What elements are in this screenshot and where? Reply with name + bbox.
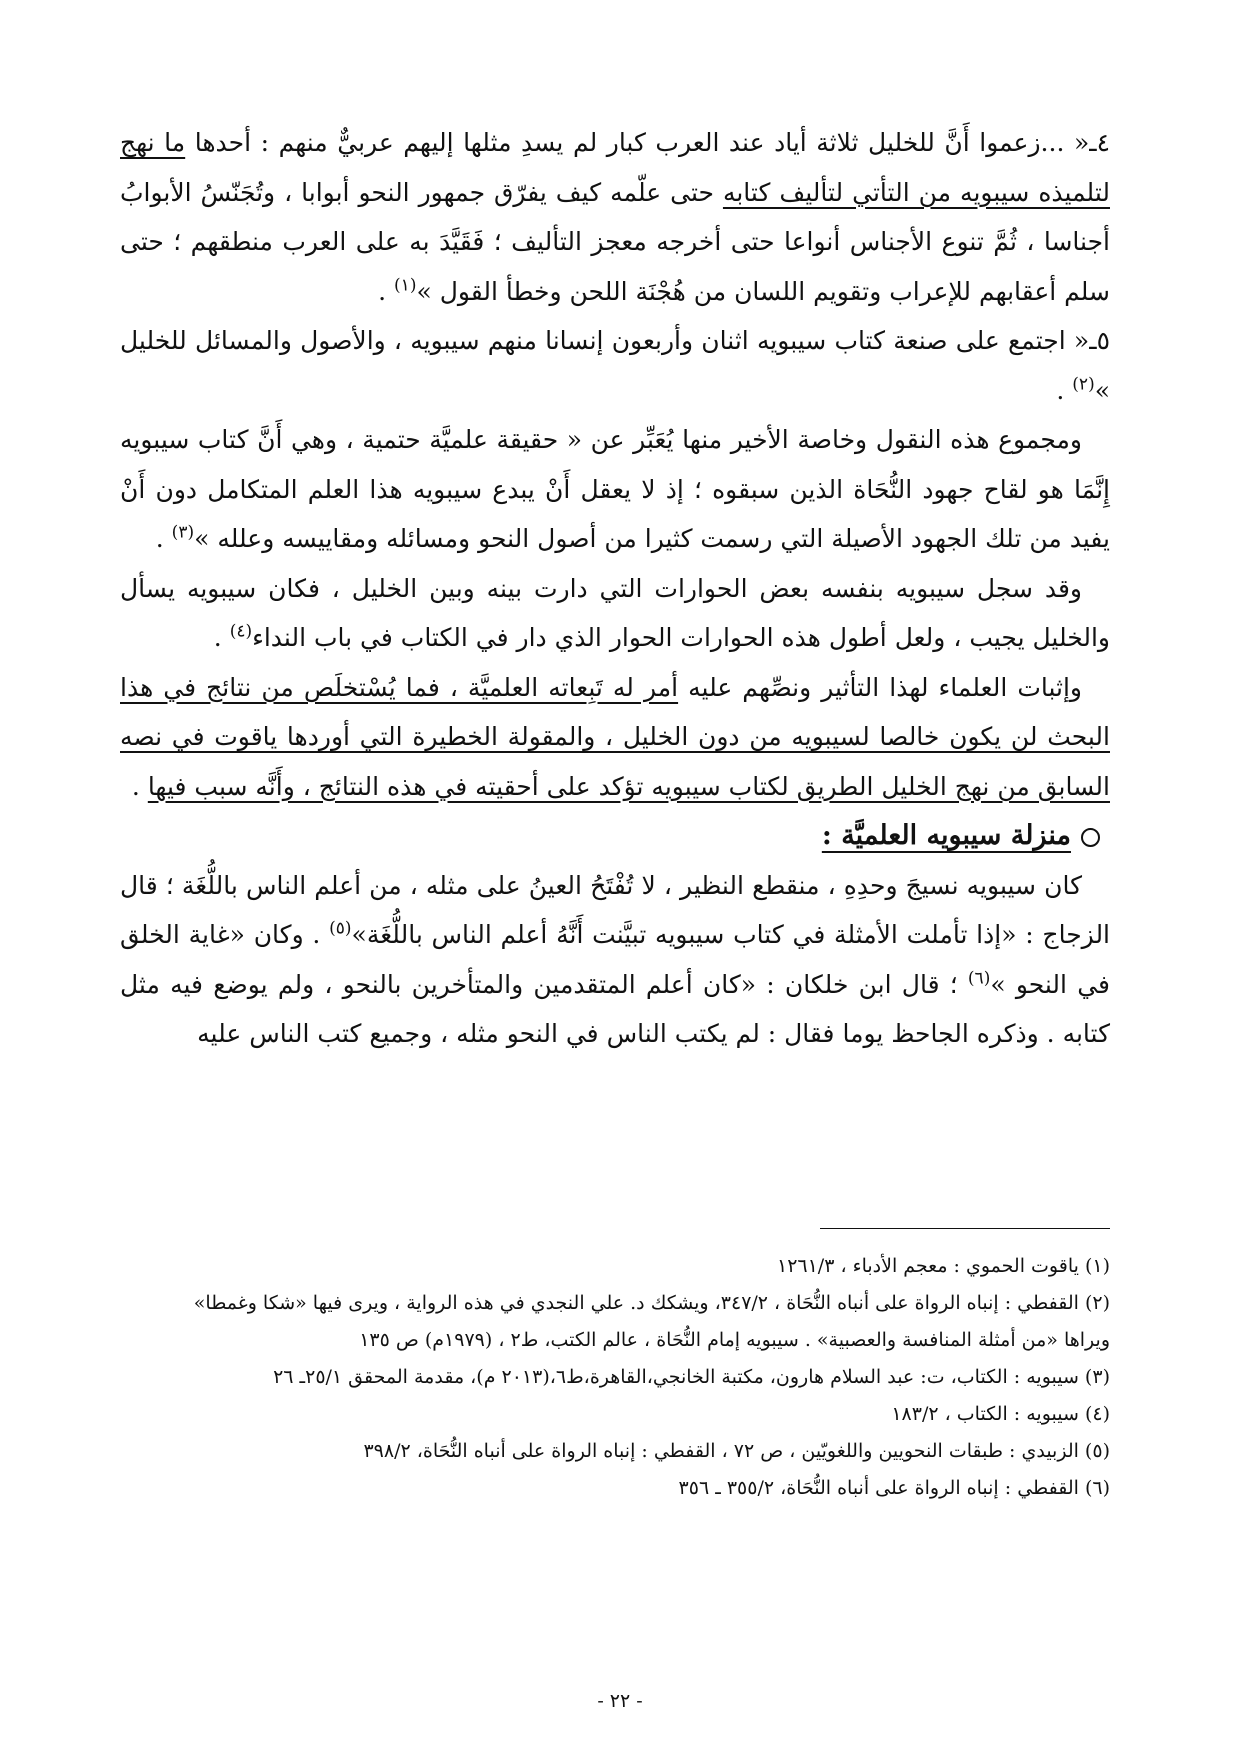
footnote-ref-2: (٢) <box>1072 374 1095 395</box>
footnote-ref-1: (١) <box>394 275 417 296</box>
quote-5-text: ٥ـ« اجتمع على صنعة كتاب سيبويه اثنان وأربعون إنسانا منهم سيبويه ، والأصول والمسائل للخليل » <box>120 326 1110 405</box>
footnote-4: (٤) سيبويه : الكتاب ، ١٨٣/٢ <box>891 1403 1110 1425</box>
footnote-ref-3: (٣) <box>171 522 195 543</box>
footnotes <box>120 1248 1110 1507</box>
footnote-5: (٥) الزبيدي : طبقات النحويين واللغويّين ، ص ٧٢ ، القفطي : إنباه الرواة على أنباه النُّحَاة، ٣٩٨/٢ <box>363 1440 1110 1462</box>
dialogues-end: . <box>213 623 230 652</box>
main-text <box>120 118 1110 1059</box>
section-heading-text: منزلة سيبويه العلميَّة : <box>821 820 1071 851</box>
status-text-c: ؛ قال ابن خلكان : «كان أعلم المتقدمين والمتأخرين بالنحو ، ولم يوضع فيه مثل كتابه . وذكره الجاحظ يوما فقال : لم يكتب الناس في النحو مثله ، وجميع كتب الناس عليه <box>120 969 1110 1048</box>
status-text-b: . وكان «غاية الخلق في النحو » <box>120 920 1111 999</box>
paragraph-influence <box>120 663 1110 812</box>
dialogues-text: وقد سجل سيبويه بنفسه بعض الحوارات التي دارت بينه وبين الخليل ، فكان سيبويه يسأل والخليل يجيب ، ولعل أطول هذه الحوارات الحوار الذي دار في الكتاب في باب النداء <box>120 573 1110 652</box>
quote-4-lead: ٤ـ« ...زعموا أَنَّ للخليل ثلاثة أياد عند العرب كبار لم يسدِ مثلها إليهم عربيٌّ منهم : أحدها <box>185 128 1110 157</box>
influence-text-a: وإثبات العلماء لهذا التأثير ونصِّهم عليه <box>678 672 1082 702</box>
influence-end: . <box>131 771 148 801</box>
footnote-ref-6: (٦) <box>967 968 991 989</box>
summary-end: . <box>155 524 172 553</box>
paragraph-summary <box>120 415 1110 564</box>
quote-5-end: . <box>1056 375 1073 405</box>
status-text-a: كان سيبويه نسيجَ وحدِهِ ، منقطع النظير ، لا تُفْتَحُ العينُ على مثله ، من أعلم الناس باللُّغَة ؛ قال الزجاج : «إذا تأملت الأمثلة في كتاب سيبويه تبيَّنت أَنَّهُ أعلم الناس باللُّغَة» <box>120 870 1111 949</box>
quote-4-underlined: ما نهج لتلميذه سيبويه من التأتي لتأليف كتابه <box>120 128 1110 207</box>
footnote-2: (٢) القفطي : إنباه الرواة على أنباه النُّحَاة ، ٣٤٧/٢، ويشكك د. علي النجدي في هذه الرواية ، ويرى فيها «شكا وغمطا» <box>193 1292 1110 1314</box>
influence-text-underlined: أمر له تَبِعاته العلميَّة ، فما يُسْتخلَص من نتائج في هذا البحث لن يكون خالصا لسيبويه من دون الخليل ، والمقولة الخطيرة التي أوردها ياقوت في نصه السابق من نهج الخليل الطريق لكتاب سيبويه تؤكد على أحقيته في هذه النتائج ، وأَنَّه سبب فيها <box>120 672 1110 801</box>
quote-item-5 <box>120 316 1110 415</box>
quote-item-4 <box>120 118 1110 316</box>
section-heading <box>120 811 1100 861</box>
quote-4-rest: حتى علّمه كيف يفرّق جمهور النحو أبوابا ، وتُجَنّسُ الأبوابُ أجناسا ، ثُمَّ تنوع الأجناس أنواعا حتى أخرجه معجز التأليف ؛ فَقَيَّدَ به على العرب منطقهم ؛ حتى سلم أعقابهم للإعراب وتقويم اللسان من هُجْنَة اللحن وخطأ القول » <box>120 177 1110 306</box>
paragraph-status <box>120 861 1110 1059</box>
footnote-divider <box>820 1228 1110 1229</box>
footnote-3: (٣) سيبويه : الكتاب، ت: عبد السلام هارون، مكتبة الخانجي،القاهرة،ط٦،(٢٠١٣ م)، مقدمة المحقق ٢٥/١ـ ٢٦ <box>273 1366 1110 1388</box>
circle-bullet-icon <box>1081 828 1100 847</box>
summary-text: ومجموع هذه النقول وخاصة الأخير منها يُعَبِّر عن « حقيقة علميَّة حتمية ، وهي أَنَّ كتاب سيبويه إِنَّمَا هو لقاح جهود النُّحَاة الذين سبقوه ؛ إذ لا يعقل أَنْ يبدع سيبويه هذا العلم المتكامل دون أَنْ يفيد من تلك الجهود الأصيلة التي رسمت كثيرا من أصول النحو ومسائله ومقاييسه وعلله » <box>120 425 1110 553</box>
quote-4-end: . <box>378 276 395 306</box>
paragraph-dialogues <box>120 564 1110 663</box>
footnote-6: (٦) القفطي : إنباه الرواة على أنباه النُّحَاة، ٣٥٥/٢ ـ ٣٥٦ <box>678 1477 1110 1499</box>
footnote-ref-5: (٥) <box>329 918 352 939</box>
footnote-2-continuation: ويراها «من أمثلة المنافسة والعصبية» . سيبويه إمام النُّحَاة ، عالم الكتب، ط٢ ، (١٩٧٩م) ص ١٣٥ <box>359 1329 1110 1351</box>
footnote-ref-4: (٤) <box>229 621 253 642</box>
footnote-1: (١) ياقوت الحموي : معجم الأدباء ، ١٢٦١/٣ <box>776 1255 1110 1277</box>
page-number: - ٢٢ - <box>597 1690 643 1712</box>
